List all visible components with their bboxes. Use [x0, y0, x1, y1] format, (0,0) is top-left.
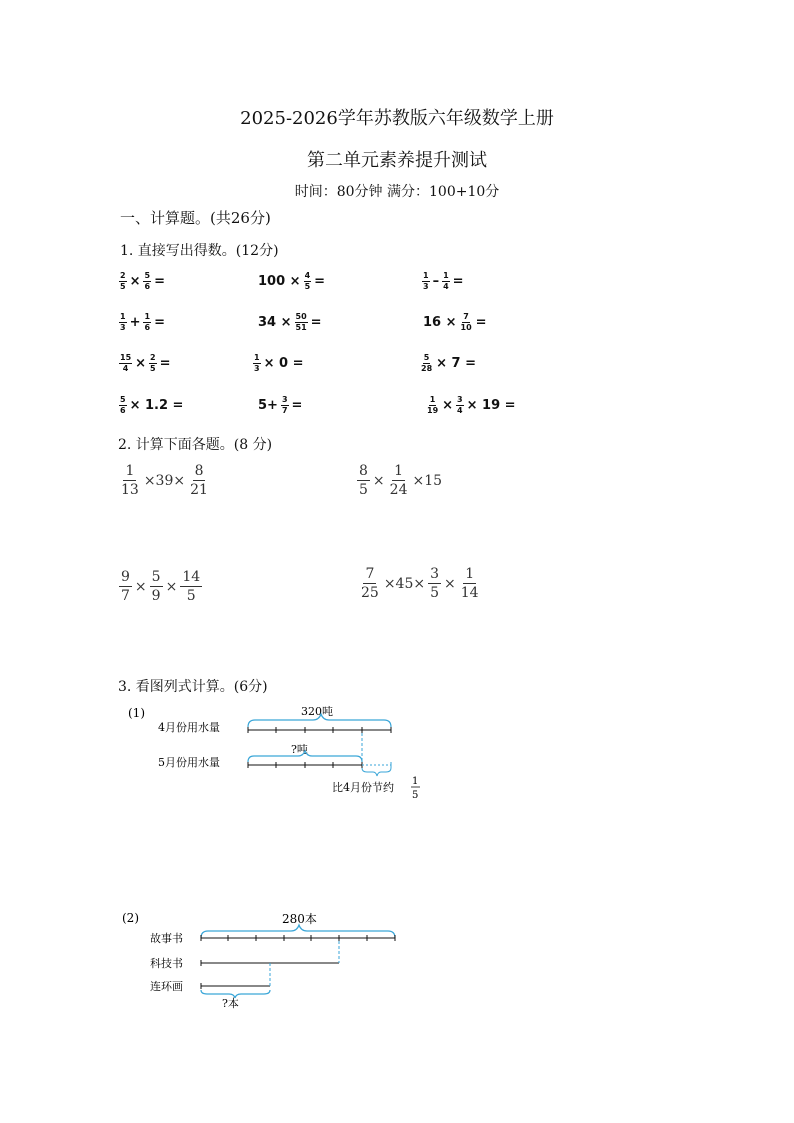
fraction: $\frac{1}{4}$: [443, 271, 449, 291]
diagram2-index: (2): [122, 911, 139, 925]
fraction: $\frac{9}{7}$: [121, 569, 130, 604]
expression-text: =: [291, 398, 303, 413]
water-usage-diagram: [118, 700, 438, 810]
q1-item: [421, 272, 466, 291]
fraction: $\frac{5}{6}$: [120, 395, 126, 415]
diagram1-note-den: 5: [412, 790, 419, 801]
expression-text: ×: [442, 398, 454, 413]
q1-item: [118, 354, 173, 373]
expression-text: ×39×: [143, 472, 186, 489]
diagram1-row2-label: 5月份用水量: [158, 756, 220, 769]
expression-text: 100 ×: [258, 274, 301, 289]
exam-meta: 时间：80分钟 满分：100+10分: [294, 184, 500, 200]
q1-item: [256, 313, 324, 332]
fraction: $\frac{7}{10}$: [460, 312, 472, 332]
expression-text: ×: [129, 274, 141, 289]
expression-text: –: [432, 274, 440, 289]
expression-text: =: [314, 274, 326, 289]
diagram1-top-brace: [248, 714, 391, 727]
fraction: $\frac{14}{5}$: [182, 569, 201, 604]
fraction: $\frac{8}{21}$: [190, 463, 208, 498]
q1-item: [425, 396, 518, 415]
expression-text: ×15: [412, 472, 443, 489]
expression-text: × 1.2 =: [129, 398, 184, 413]
q1-item: [256, 396, 304, 415]
fraction: $\frac{2}{5}$: [150, 353, 156, 373]
fraction: $\frac{3}{5}$: [430, 566, 440, 601]
q2-label: 2. 计算下面各题。(8 分): [118, 437, 273, 453]
q1-item: [419, 354, 478, 373]
diagram2-row1-label: 故事书: [150, 932, 183, 945]
q1-item: [118, 313, 167, 332]
fraction: $\frac{1}{19}$: [427, 395, 439, 415]
q2-item: [118, 570, 203, 603]
page-title: 2025-2026学年苏教版六年级数学上册: [240, 108, 554, 129]
expression-text: =: [154, 315, 165, 330]
diagram1-note: 比4月份节约: [332, 781, 394, 794]
diagram2-row2-label: 科技书: [150, 957, 183, 970]
q1-item: [256, 272, 327, 291]
fraction: $\frac{3}{7}$: [281, 395, 288, 415]
q2-item: [118, 464, 211, 497]
q1-item: [118, 396, 185, 415]
expression-text: ×: [444, 575, 456, 592]
expression-text: ×45×: [383, 575, 426, 592]
expression-text: × 0 =: [263, 356, 304, 371]
expression-text: 5+: [258, 398, 278, 413]
q2-item: [358, 567, 482, 600]
diagram1-row1-label: 4月份用水量: [158, 721, 220, 734]
diagram1-mid-value: ?吨: [291, 743, 308, 756]
expression-text: =: [154, 274, 165, 289]
fraction: $\frac{15}{4}$: [120, 353, 132, 373]
fraction: $\frac{1}{24}$: [389, 463, 408, 498]
fraction: $\frac{1}{6}$: [144, 312, 151, 332]
expression-text: =: [475, 315, 487, 330]
expression-text: × 19 =: [466, 398, 516, 413]
expression-text: ×: [134, 578, 147, 595]
fraction: $\frac{3}{4}$: [457, 395, 463, 415]
diagram2-bottom-brace: [201, 990, 270, 998]
diagram1-note-num: 1: [412, 776, 419, 787]
expression-text: × 7 =: [436, 356, 477, 371]
expression-text: +: [129, 315, 141, 330]
fraction: $\frac{7}{25}$: [361, 566, 379, 601]
q3-label: 3. 看图列式计算。(6分): [118, 679, 268, 695]
diagram2-top-brace: [201, 925, 395, 938]
fraction: $\frac{1}{13}$: [121, 463, 139, 498]
q1-item: [118, 272, 167, 291]
fraction: $\frac{8}{5}$: [359, 463, 368, 498]
expression-text: =: [159, 356, 171, 371]
page-subtitle: 第二单元素养提升测试: [307, 150, 487, 171]
fraction: $\frac{50}{51}$: [295, 312, 307, 332]
fraction: $\frac{1}{3}$: [120, 312, 126, 332]
fraction: $\frac{5}{6}$: [144, 271, 151, 291]
expression-text: 16 ×: [423, 315, 457, 330]
q1-item: [252, 354, 305, 373]
fraction: $\frac{4}{5}$: [304, 271, 311, 291]
section1-heading: 一、计算题。(共26分): [120, 209, 271, 227]
expression-text: =: [310, 315, 322, 330]
diagram2-bottom-value: ?本: [222, 997, 239, 1010]
books-diagram: [118, 906, 418, 1016]
diagram2-top-value: 280本: [282, 912, 317, 926]
diagram2-row3-label: 连环画: [150, 980, 183, 993]
fraction: $\frac{5}{28}$: [421, 353, 433, 373]
expression-text: =: [452, 274, 464, 289]
fraction: $\frac{1}{3}$: [254, 353, 260, 373]
fraction: $\frac{5}{9}$: [151, 569, 161, 604]
expression-text: ×: [165, 578, 178, 595]
q1-label: 1. 直接写出得数。(12分): [120, 243, 279, 259]
q1-item: [421, 313, 489, 332]
expression-text: ×: [135, 356, 147, 371]
fraction: $\frac{2}{5}$: [120, 271, 126, 291]
expression-text: 34 ×: [258, 315, 292, 330]
fraction: $\frac{1}{3}$: [423, 271, 429, 291]
diagram1-top-value: 320吨: [301, 705, 333, 718]
diagram1-index: (1): [128, 706, 145, 720]
fraction: $\frac{1}{14}$: [460, 566, 479, 601]
expression-text: ×: [372, 472, 385, 489]
q2-item: [356, 464, 444, 497]
